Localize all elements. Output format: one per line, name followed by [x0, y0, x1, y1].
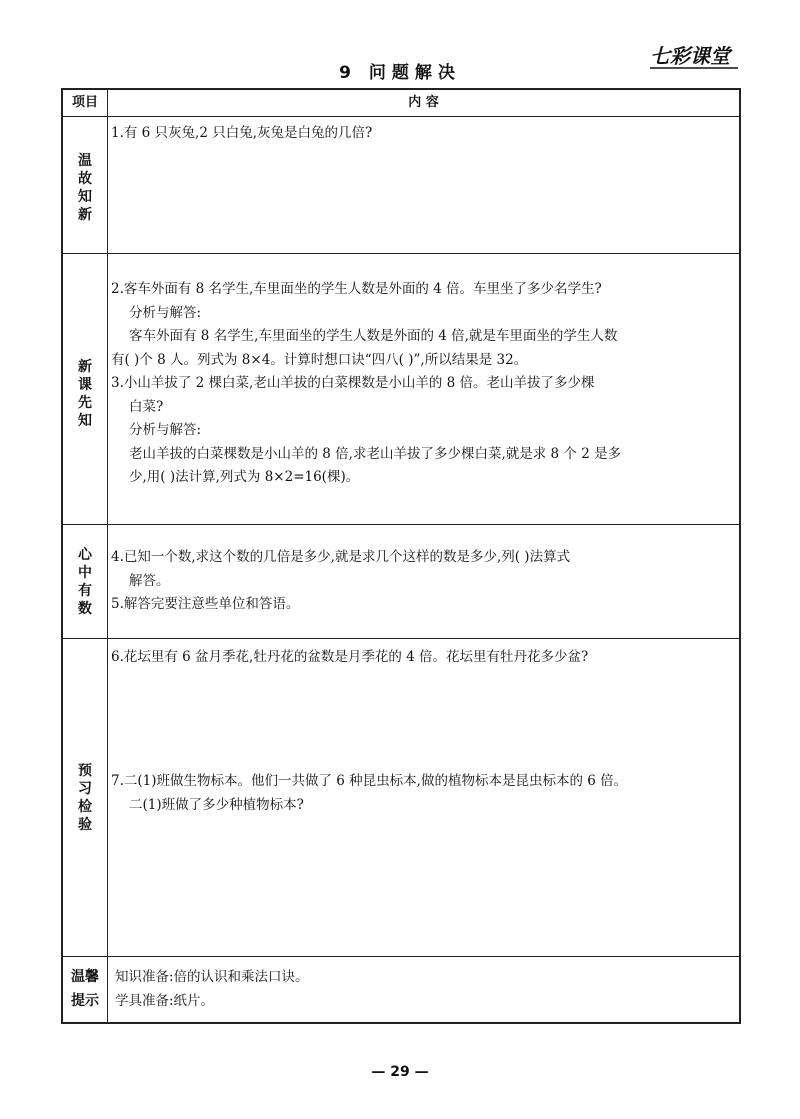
- header-content: 内 容: [408, 95, 439, 110]
- analysis-heading: 分析与解答:: [129, 304, 202, 321]
- column-divider: [107, 90, 108, 1022]
- row-divider: [63, 638, 739, 639]
- point-5: 5.解答完要注意些单位和答语。: [111, 596, 300, 612]
- question-2: 2.客车外面有 8 名学生,车里面坐的学生人数是外面的 4 倍。车里坐了多少名学生?: [111, 281, 602, 297]
- question-3: 3.小山羊拔了 2 棵白菜,老山羊拔的白菜棵数是小山羊的 8 倍。老山羊拔了多少棵: [111, 375, 595, 391]
- question-6: 6.花坛里有 6 盆月季花,牡丹花的盆数是月季花的 4 倍。花坛里有牡丹花多少盆?: [111, 649, 589, 665]
- section-label-review: [63, 152, 107, 224]
- row-divider: [63, 956, 739, 957]
- question-7-cont: 二(1)班做了多少种植物标本?: [129, 796, 304, 813]
- page-title: 9 问题解决: [339, 63, 461, 83]
- section-label-text: 心中有数: [78, 547, 92, 617]
- question-6-block: [111, 646, 735, 670]
- question-3-cont: 白菜?: [129, 398, 164, 415]
- section-content-tips: [115, 966, 735, 1013]
- header-item: 项目: [71, 95, 98, 110]
- section-label-keypoints: [63, 546, 107, 618]
- question-7-block: [111, 770, 735, 817]
- section-label-text: 新课先知: [78, 359, 92, 429]
- analysis-text: 客车外面有 8 名学生,车里面坐的学生人数是外面的 4 倍,就是车里面坐的学生人数: [129, 328, 618, 344]
- analysis-text: 有( )个 8 人。列式为 8×4。计算时想口诀“四八( )”,所以结果是 32。: [111, 351, 528, 368]
- section-content-preview: [111, 278, 735, 490]
- brand-text: 七彩课堂: [650, 44, 730, 68]
- question-1: 1.有 6 只灰兔,2 只白兔,灰兔是白兔的几倍?: [111, 125, 373, 141]
- question-7: 7.二(1)班做生物标本。他们一共做了 6 种昆虫标本,做的植物标本是昆虫标本的 6 倍。: [111, 773, 628, 789]
- row-divider: [63, 524, 739, 525]
- section-label-text: 预习检验: [78, 763, 92, 833]
- section-content-keypoints: [111, 546, 735, 617]
- section-label-preview: [63, 358, 107, 430]
- point-4: 4.已知一个数,求这个数的几倍是多少,就是求几个这样的数是多少,列( )法算式: [111, 549, 571, 565]
- lesson-table: [61, 88, 741, 1024]
- section-content-review: [111, 122, 735, 146]
- section-label-check: [63, 762, 107, 834]
- analysis-text: 少,用( )法计算,列式为 8×2=16(棵)。: [129, 469, 360, 485]
- section-label-text: 温馨提示: [71, 969, 99, 1009]
- point-4-cont: 解答。: [129, 572, 170, 589]
- page-number: — 29 —: [371, 1064, 429, 1080]
- row-divider: [63, 116, 739, 117]
- section-label-text: 温故知新: [78, 153, 92, 223]
- tip-materials: 学具准备:纸片。: [115, 992, 215, 1009]
- analysis-heading: 分析与解答:: [129, 422, 202, 438]
- section-label-tips: [63, 965, 107, 1013]
- analysis-text: 老山羊拔的白菜棵数是小山羊的 8 倍,求老山羊拔了多少棵白菜,就是求 8 个 2 是多: [129, 445, 622, 462]
- tip-knowledge: 知识准备:倍的认识和乘法口诀。: [115, 969, 309, 985]
- row-divider: [63, 253, 739, 254]
